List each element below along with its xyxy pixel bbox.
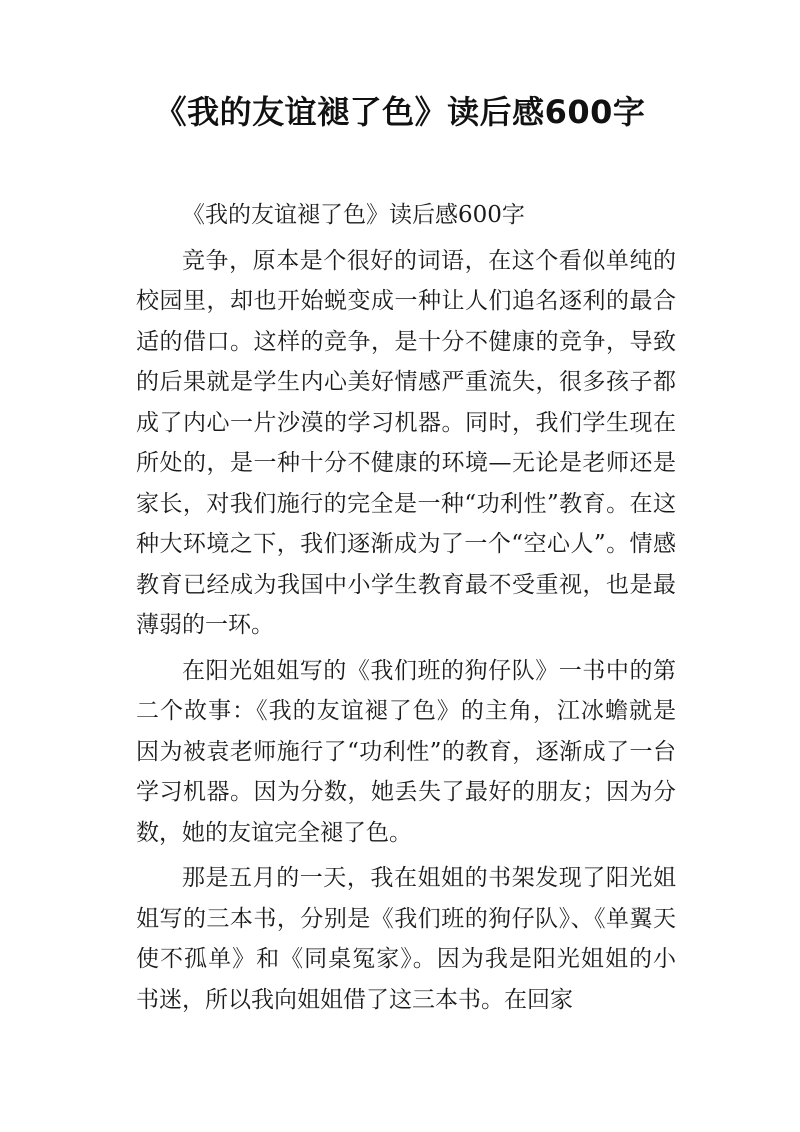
paragraph-3: 那是五月的一天，我在姐姐的书架发现了阳光姐姐写的三本书，分别是《我们班的狗仔队》、《单翼天使不孤单》和《同桌冤家》。因为我是阳光姐姐的小书迷，所以我向姐姐借了这三本书。在回家 xyxy=(136,865,676,1013)
document-body xyxy=(136,195,676,1020)
paragraph-subtitle: 《我的友谊褪了色》读后感600字 xyxy=(182,202,525,228)
document-title: 《我的友谊褪了色》读后感600字 xyxy=(154,93,646,131)
paragraph-2: 在阳光姐姐写的《我们班的狗仔队》一书中的第二个故事：《我的友谊褪了色》的主角，江冰蟾就是因为被袁老师施行了“功利性”的教育，逐渐成了一台学习机器。因为分数，她丢失了最好的朋友；因为分数，她的友谊完全褪了色。 xyxy=(136,657,676,846)
paragraph-1: 竞争，原本是个很好的词语，在这个看似单纯的校园里，却也开始蜕变成一种让人们追名逐利的最合适的借口。这样的竞争，是十分不健康的竞争，导致的后果就是学生内心美好情感严重流失，很多孩子都成了内心一片沙漠的学习机器。同时，我们学生现在所处的，是一种十分不健康的环境—无论是老师还是家长，对我们施行的完全是一种“功利性”教育。在这种大环境之下，我们逐渐成为了一个“空心人”。情感教育已经成为我国中小学生教育最不受重视，也是最薄弱的一环。 xyxy=(136,247,676,638)
